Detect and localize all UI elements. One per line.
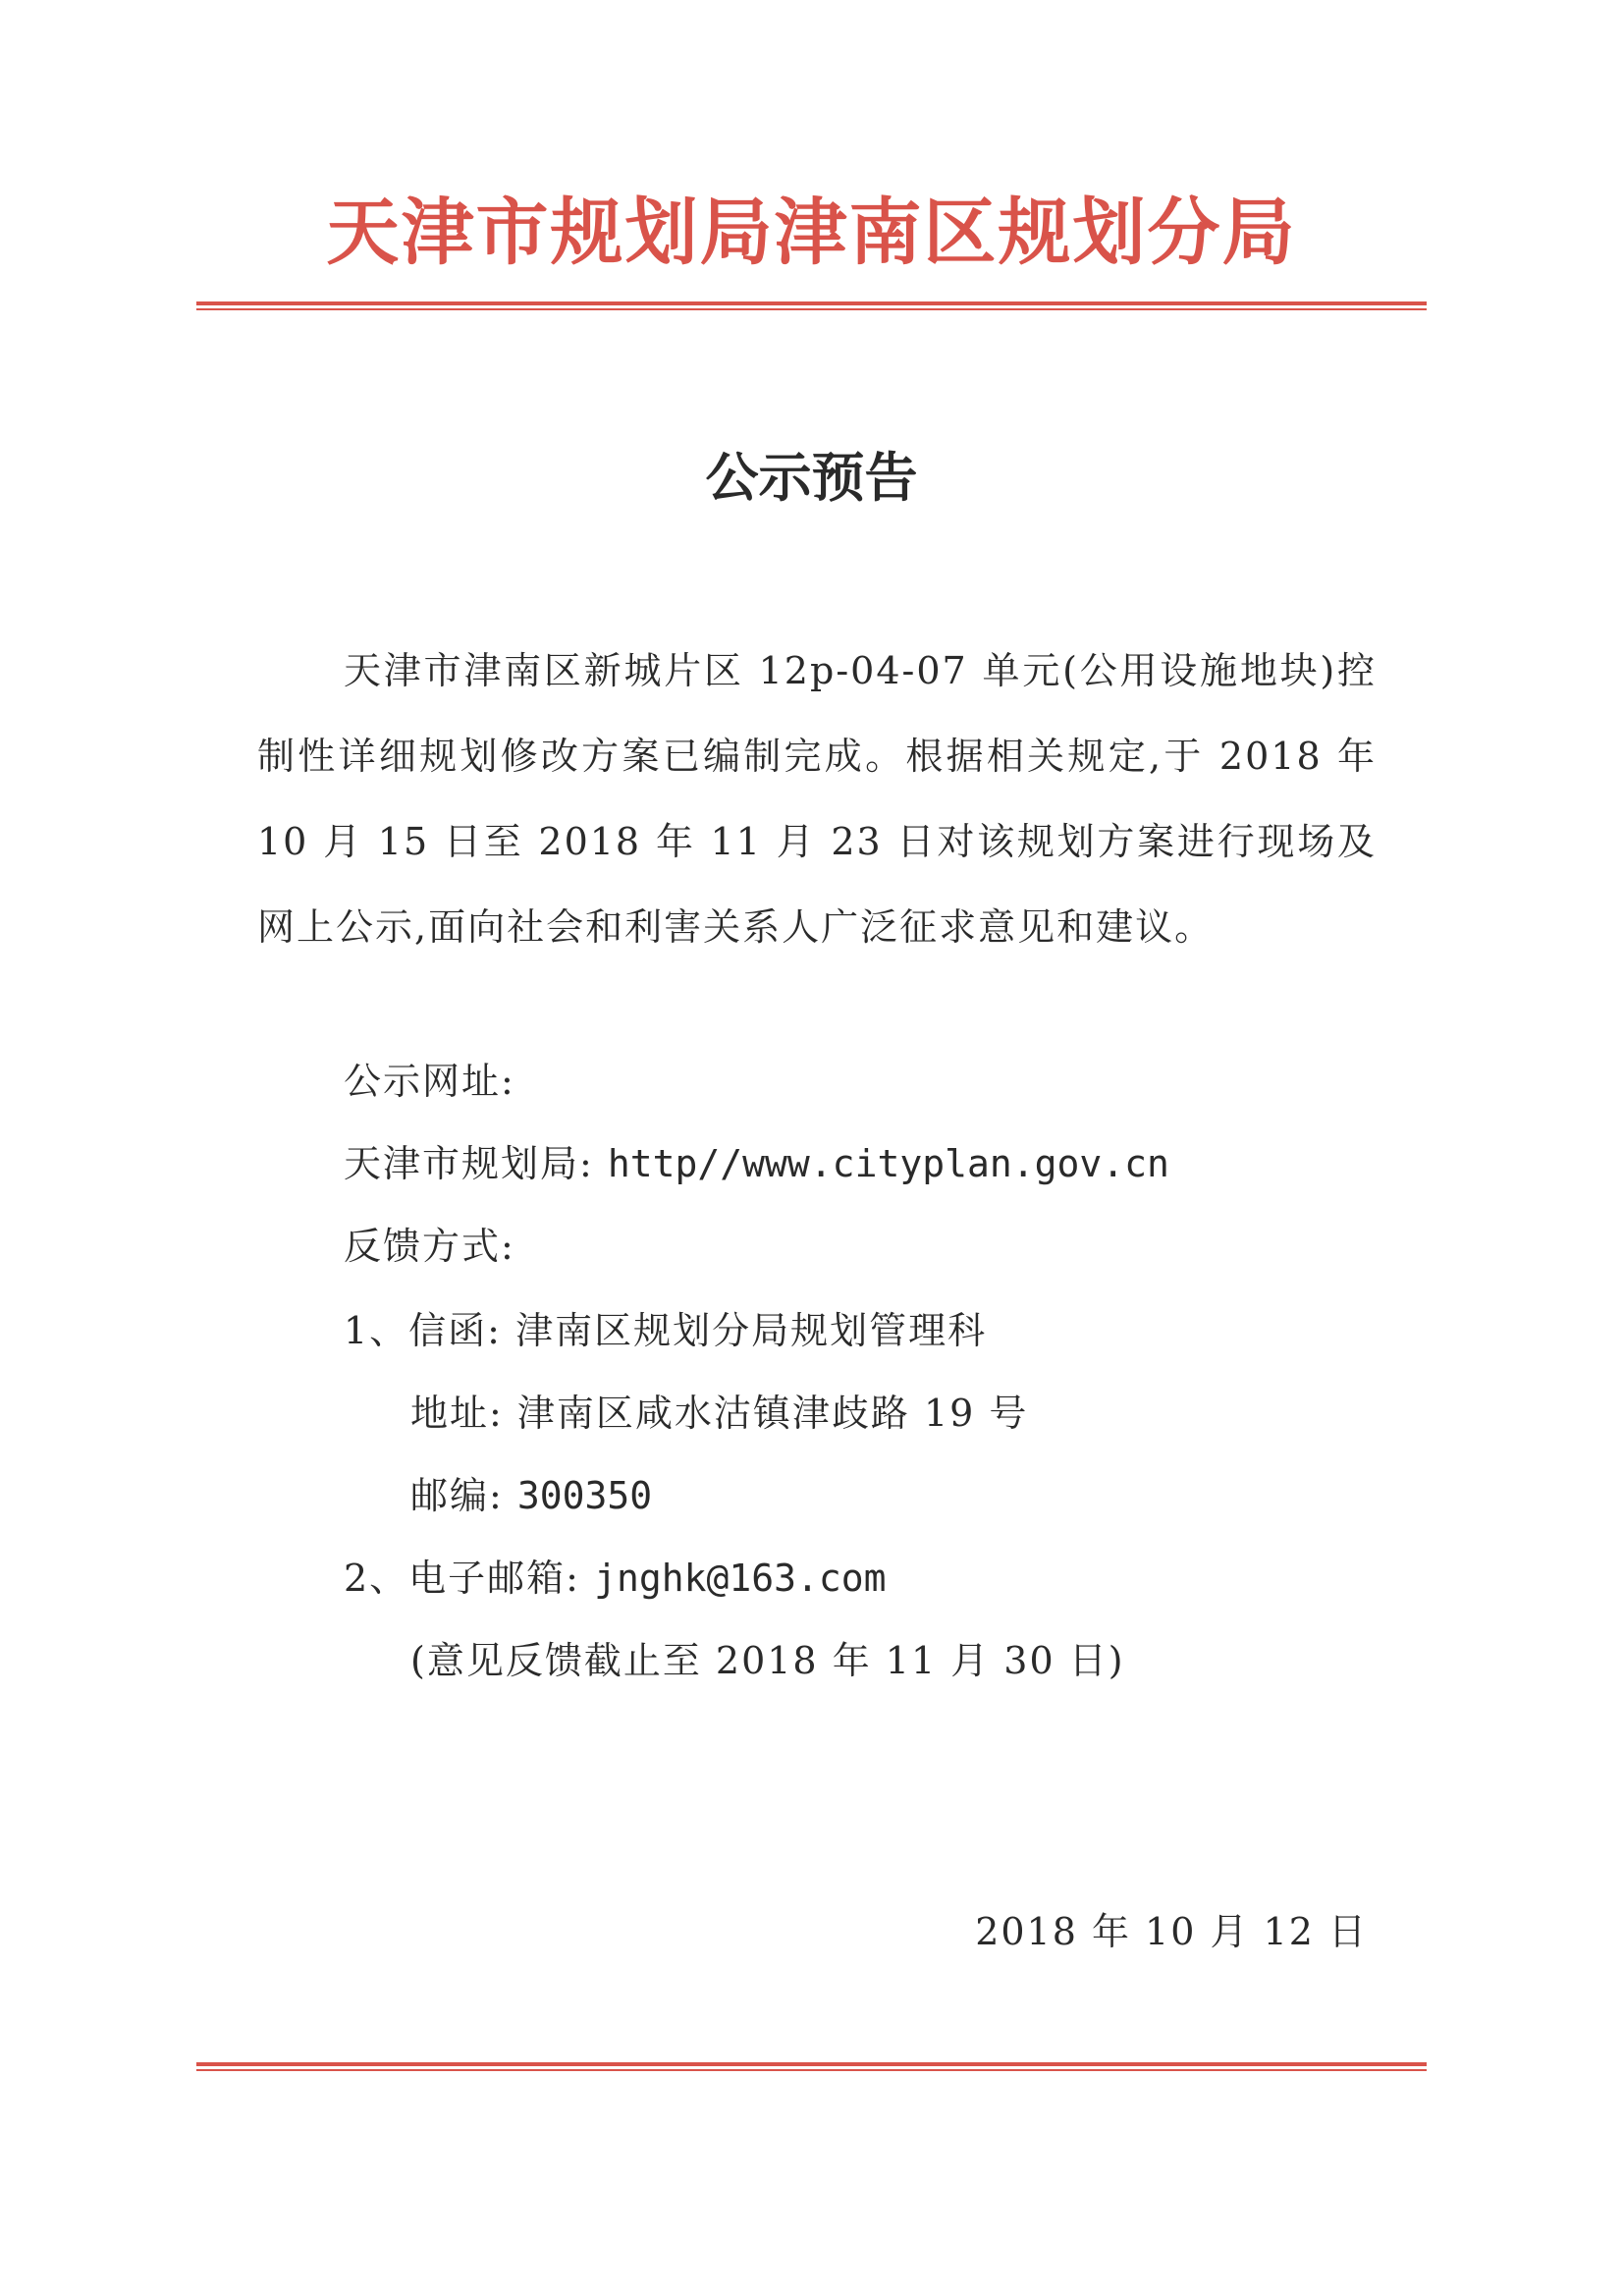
letterhead-title: 天津市规划局津南区规划分局 [326, 191, 1297, 275]
feedback-deadline: (意见反馈截止至 2018 年 11 月 30 日) [410, 1639, 1125, 1682]
address-label: 地址: [410, 1392, 504, 1435]
website-name: 天津市规划局: [344, 1142, 594, 1185]
notice-paragraph: 天津市津南区新城片区 12p-04-07 单元(公用设施地块)控制性详细规划修改方案已编制完成。根据相关规定,于 2018 年 10 月 15 日至 2018 年 11 月 23 日对该规划方案进行现场及网上公示,面向社会和利害关系人广泛征求意见和建议。 [257, 649, 1377, 949]
feedback-label: 反馈方式: [344, 1225, 515, 1268]
letter-line [344, 1309, 988, 1352]
letter-recipient: 津南区规划分局规划管理科 [515, 1309, 988, 1352]
website-line [344, 1142, 1169, 1185]
postcode-line [410, 1474, 653, 1517]
document-title: 公示预告 [705, 447, 918, 509]
postcode-value: 300350 [516, 1474, 653, 1517]
email-label: 2、电子邮箱: [344, 1557, 580, 1600]
website-label: 公示网址: [344, 1060, 515, 1103]
header-divider-thin [196, 308, 1427, 310]
address-value: 津南区咸水沽镇津歧路 19 号 [516, 1392, 1029, 1435]
website-url[interactable]: http//www.cityplan.gov.cn [607, 1142, 1169, 1185]
address-line [410, 1392, 1029, 1435]
footer-divider-thin [196, 2069, 1427, 2071]
document-date: 2018 年 10 月 12 日 [975, 1910, 1368, 1953]
postcode-label: 邮编: [410, 1474, 504, 1517]
email-value[interactable]: jnghk@163.com [594, 1557, 887, 1600]
footer-divider [196, 2062, 1427, 2071]
email-line [344, 1557, 887, 1600]
header-divider [196, 301, 1427, 310]
letter-label: 1、信函: [344, 1309, 502, 1352]
